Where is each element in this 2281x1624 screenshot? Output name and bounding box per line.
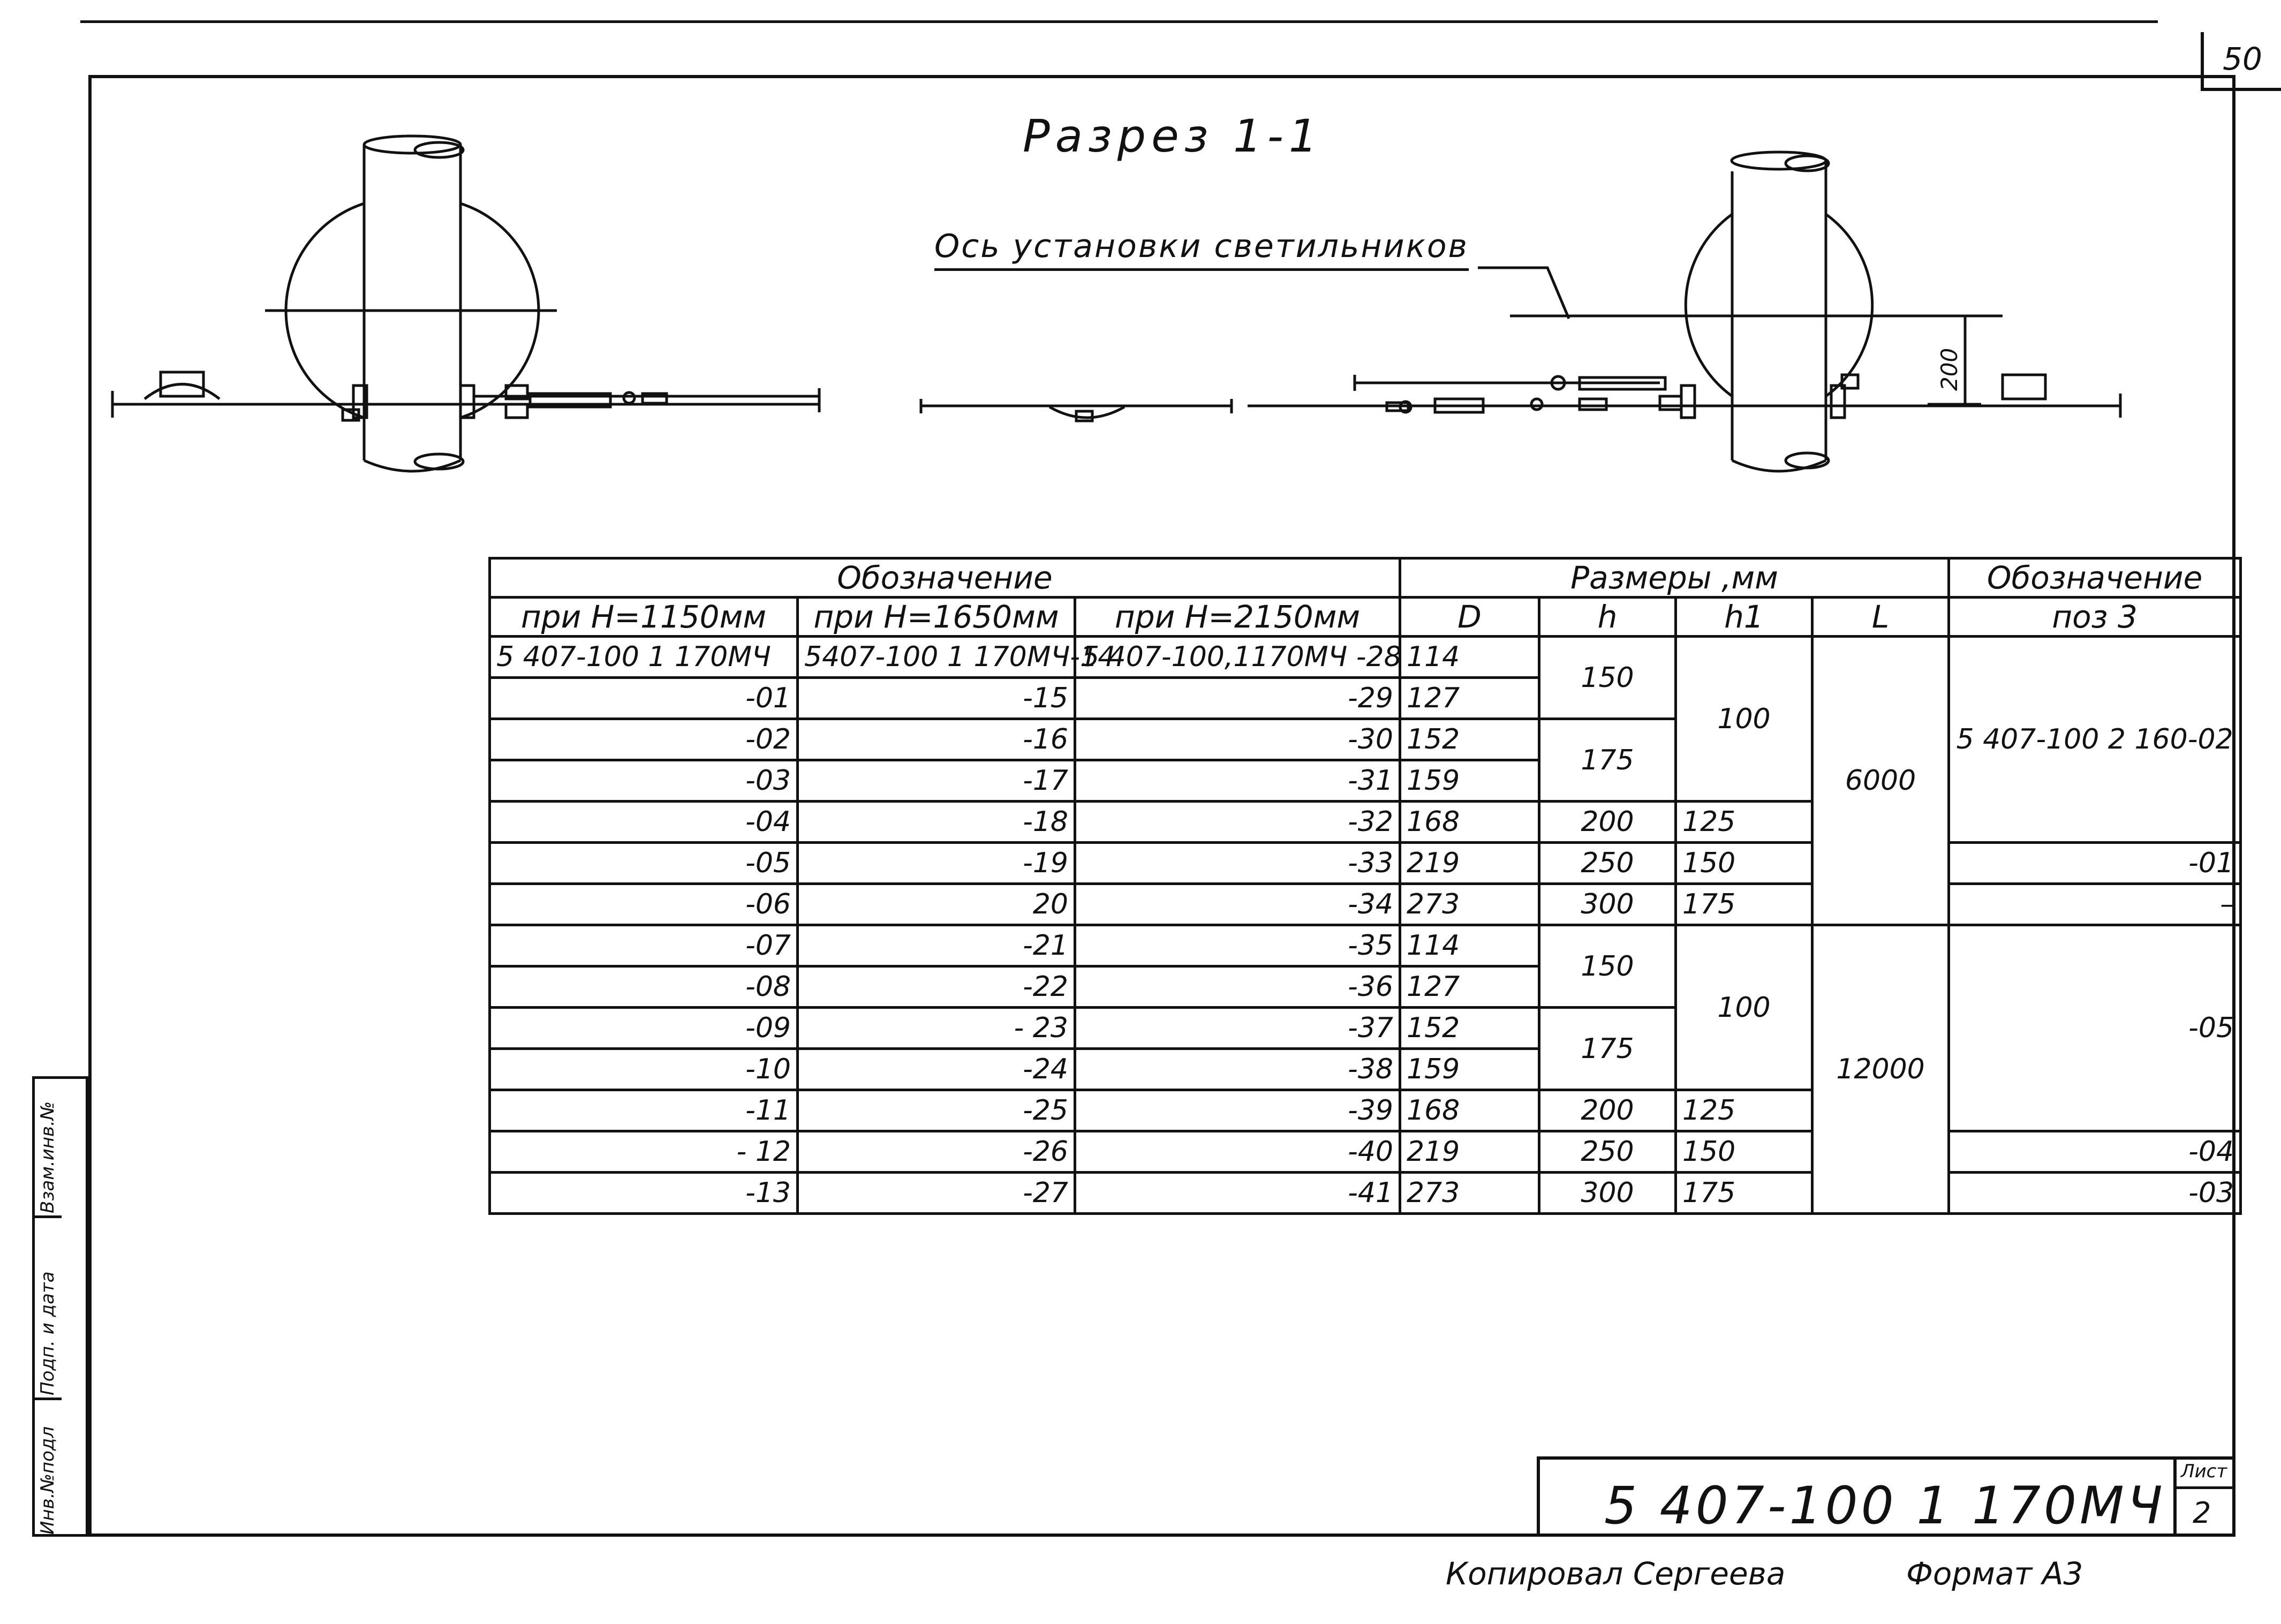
sidebar-label-inv: Инв.№подл — [37, 1426, 58, 1535]
right-pole — [1732, 152, 1829, 471]
cell-h2150: -38 — [1075, 1049, 1400, 1090]
cell-d: 219 — [1400, 1131, 1539, 1173]
sidebar-label-replace: Взам.инв.№ — [37, 1101, 58, 1213]
cell-l: 12000 — [1812, 925, 1949, 1214]
table-row — [490, 1173, 2241, 1214]
cell-h2150: -37 — [1075, 1008, 1400, 1049]
cell-h2150: -29 — [1075, 678, 1400, 719]
table-row — [490, 637, 2241, 678]
cell-h2150: -32 — [1075, 802, 1400, 843]
header-designation-pos3: Обозначение — [1949, 558, 2241, 598]
cell-h: 150 — [1539, 637, 1676, 719]
subheader-h1650: при H=1650мм — [798, 598, 1075, 637]
subheader-pos3: поз 3 — [1949, 598, 2241, 637]
footer-copied: Копировал Сергеева — [1446, 1555, 1786, 1592]
cell-h1650: -24 — [798, 1049, 1075, 1090]
cell-h1650: -15 — [798, 678, 1075, 719]
cell-d: 159 — [1400, 1049, 1539, 1090]
sheet-divider — [2177, 1486, 2235, 1489]
cell-h1: 150 — [1676, 843, 1812, 884]
cell-h1150: -11 — [490, 1090, 798, 1131]
cell-h1: 100 — [1676, 637, 1812, 802]
cell-h1650: - 23 — [798, 1008, 1075, 1049]
cell-h1650: -21 — [798, 925, 1075, 966]
section-drawing — [0, 0, 2280, 535]
subheader-l: L — [1812, 598, 1949, 637]
table-row — [490, 843, 2241, 884]
cell-h1150: -08 — [490, 966, 798, 1008]
dimension-200-label: 200 — [1936, 348, 1962, 391]
cell-h: 250 — [1539, 843, 1676, 884]
cell-h1150: - 12 — [490, 1131, 798, 1173]
sidebar-cell-inv — [35, 1400, 62, 1537]
cell-h: 300 — [1539, 884, 1676, 925]
cell-d: 273 — [1400, 884, 1539, 925]
cell-d: 168 — [1400, 802, 1539, 843]
cell-h1150: -07 — [490, 925, 798, 966]
cell-h1: 125 — [1676, 1090, 1812, 1131]
cell-h1650: 20 — [798, 884, 1075, 925]
cell-pos3: 5 407-100 2 160-02 — [1949, 637, 2241, 843]
cell-h1650: 5407-100 1 170МЧ-14 — [798, 637, 1075, 678]
cell-h: 175 — [1539, 719, 1676, 802]
cell-h: 150 — [1539, 925, 1676, 1008]
title-block — [1537, 1456, 2235, 1537]
subheader-h: h — [1539, 598, 1676, 637]
cell-h: 200 — [1539, 1090, 1676, 1131]
cell-h1650: -25 — [798, 1090, 1075, 1131]
cell-d: 219 — [1400, 843, 1539, 884]
cell-d: 114 — [1400, 925, 1539, 966]
header-designation: Обозначение — [490, 558, 1400, 598]
cell-d: 152 — [1400, 1008, 1539, 1049]
sheet-box — [2173, 1460, 2235, 1537]
cell-h1150: -05 — [490, 843, 798, 884]
cell-h1: 175 — [1676, 1173, 1812, 1214]
table-row — [490, 884, 2241, 925]
cell-h1150: -01 — [490, 678, 798, 719]
cell-h2150: -33 — [1075, 843, 1400, 884]
cell-h1150: -02 — [490, 719, 798, 760]
cell-d: 114 — [1400, 637, 1539, 678]
cell-h1150: -13 — [490, 1173, 798, 1214]
cell-h1650: -26 — [798, 1131, 1075, 1173]
cell-h1150: -09 — [490, 1008, 798, 1049]
cell-h1650: -27 — [798, 1173, 1075, 1214]
sheet-label: Лист — [2181, 1461, 2227, 1482]
right-baseline — [1355, 375, 2120, 418]
cell-d: 273 — [1400, 1173, 1539, 1214]
subheader-d: D — [1400, 598, 1539, 637]
table-row — [490, 925, 2241, 966]
subheader-h2150: при H=2150мм — [1075, 598, 1400, 637]
cell-l: 6000 — [1812, 637, 1949, 925]
cell-h1150: -03 — [490, 760, 798, 802]
cell-d: 152 — [1400, 719, 1539, 760]
sidebar-label-sign: Подп. и дата — [37, 1271, 58, 1395]
cell-h2150: -31 — [1075, 760, 1400, 802]
cell-d: 127 — [1400, 678, 1539, 719]
cell-h1150: -06 — [490, 884, 798, 925]
cell-pos3: -01 — [1949, 843, 2241, 884]
cell-h1: 175 — [1676, 884, 1812, 925]
cell-d: 168 — [1400, 1090, 1539, 1131]
table-row — [490, 1131, 2241, 1173]
luminaire-axis-label: Ось установки светильников — [934, 228, 1469, 271]
cell-h1650: -18 — [798, 802, 1075, 843]
sidebar-cell-sign — [35, 1218, 62, 1400]
cell-pos3: -04 — [1949, 1131, 2241, 1173]
cell-h2150: -36 — [1075, 966, 1400, 1008]
document-code: 5 407-100 1 170МЧ — [1604, 1476, 2166, 1536]
cell-h1: 125 — [1676, 802, 1812, 843]
sheet-number: 50 — [2201, 32, 2281, 91]
cell-h1650: -22 — [798, 966, 1075, 1008]
cell-h1150: 5 407-100 1 170МЧ — [490, 637, 798, 678]
cell-h1: 150 — [1676, 1131, 1812, 1173]
header-dimensions: Размеры ,мм — [1400, 558, 1949, 598]
cell-pos3: -05 — [1949, 925, 2241, 1131]
left-pole — [364, 136, 463, 471]
cell-d: 127 — [1400, 966, 1539, 1008]
specification-table — [488, 557, 2242, 1215]
cell-h1: 100 — [1676, 925, 1812, 1090]
cell-h2150: -35 — [1075, 925, 1400, 966]
sidebar-cell-replace — [35, 1079, 62, 1218]
cell-h: 175 — [1539, 1008, 1676, 1090]
section-title: Разрез 1-1 — [1023, 110, 1323, 162]
cell-h: 200 — [1539, 802, 1676, 843]
left-baseline — [112, 372, 819, 420]
middle-span — [921, 399, 1371, 421]
cell-h: 250 — [1539, 1131, 1676, 1173]
cell-h2150: 5 407-100,1170МЧ -28 — [1075, 637, 1400, 678]
cell-h2150: -34 — [1075, 884, 1400, 925]
subheader-h1: h1 — [1676, 598, 1812, 637]
sheet-value: 2 — [2193, 1496, 2211, 1530]
cell-h2150: -40 — [1075, 1131, 1400, 1173]
right-luminaire-circle — [1478, 214, 2003, 396]
left-margin-stamp — [32, 1076, 88, 1537]
cell-h2150: -30 — [1075, 719, 1400, 760]
cell-h: 300 — [1539, 1173, 1676, 1214]
footer-format: Формат А3 — [1906, 1555, 2083, 1592]
cell-d: 159 — [1400, 760, 1539, 802]
cell-h1650: -16 — [798, 719, 1075, 760]
cell-h2150: -41 — [1075, 1173, 1400, 1214]
cell-h1150: -10 — [490, 1049, 798, 1090]
cell-h2150: -39 — [1075, 1090, 1400, 1131]
cell-h1650: -19 — [798, 843, 1075, 884]
cell-pos3: – — [1949, 884, 2241, 925]
cell-h1650: -17 — [798, 760, 1075, 802]
subheader-h1150: при H=1150мм — [490, 598, 798, 637]
cell-h1150: -04 — [490, 802, 798, 843]
cell-pos3: -03 — [1949, 1173, 2241, 1214]
